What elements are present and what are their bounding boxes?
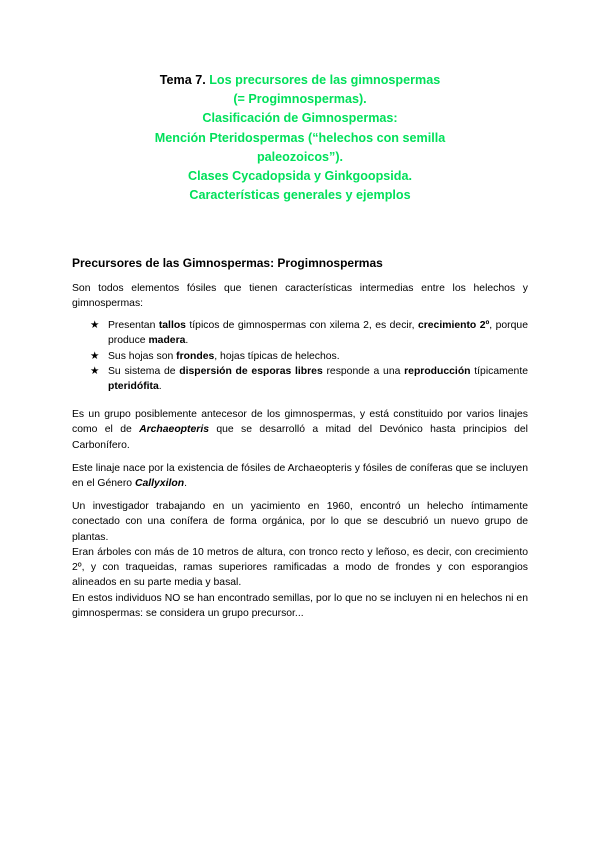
research-text-2: Eran árboles con más de 10 metros de altura, con tronco recto y leñoso, es decir, con crecimiento 2º, y con traqueidas, ramas superiores ramificadas a modo de frondes y con esporangios alineados en su parte media y basal. — [72, 546, 528, 589]
characteristics-list — [90, 318, 528, 394]
bullet-text: responde a una — [322, 365, 405, 377]
keyword: crecimiento 2º — [417, 320, 490, 331]
genus-name: Callyxilon — [134, 478, 185, 490]
paragraph-text: Este linaje nace por la existencia de fósiles de Archaeopteris y fósiles de coníferas que se incluyen en el Género — [72, 463, 528, 490]
list-item — [90, 349, 528, 364]
star-bullet-icon: ★ — [90, 320, 100, 331]
paragraph-text: . — [184, 478, 187, 490]
bullet-text: típicamente — [470, 365, 528, 377]
title-line-1 — [100, 71, 500, 90]
list-item — [90, 318, 528, 349]
title-line-5: paleozoicos”). — [256, 149, 344, 164]
group-paragraph — [72, 407, 528, 453]
title-text-1: Los precursores de las gimnospermas — [209, 73, 441, 87]
keyword: pteridófita — [108, 381, 159, 393]
genus-name: Archaeopteris — [139, 424, 209, 436]
section-heading: Precursores de las Gimnospermas: Progimnospermas — [72, 256, 383, 270]
title-line-4: Mención Pteridospermas (“helechos con semilla — [154, 130, 446, 145]
bullet-text: Presentan — [108, 320, 159, 331]
keyword: dispersión de esporas libres — [179, 365, 323, 377]
keyword: reproducción — [404, 365, 471, 377]
star-bullet-icon: ★ — [90, 350, 100, 362]
paragraph-text: que se desarrolló a mitad del Devónico hasta principios del Carbonífero. — [72, 424, 528, 451]
star-bullet-icon: ★ — [90, 365, 100, 377]
title-line-2: (= Progimnospermas). — [233, 92, 367, 107]
keyword: tallos — [158, 320, 186, 331]
research-text-1: Un investigador trabajando en un yacimiento en 1960, encontró un helecho íntimamente conectado con una conífera de forma orgánica, por lo que se descubrió un nuevo grupo de plantas. — [72, 501, 528, 543]
bullet-text: . — [158, 381, 162, 393]
intro-paragraph: Son todos elementos fósiles que tienen características intermedias entre los helechos y gimnospermas: — [72, 283, 528, 310]
lineage-paragraph — [72, 461, 528, 492]
paragraph-text: Es un grupo posiblemente antecesor de los gimnospermas, y está constituido por varios linajes como el de — [72, 409, 528, 436]
title-prefix: Tema 7. — [159, 73, 206, 87]
title-line-7: Características generales y ejemplos — [189, 188, 411, 203]
bullet-text: . — [185, 335, 189, 347]
document-title — [100, 71, 500, 205]
bullet-text: Su sistema de — [108, 365, 180, 377]
list-item — [90, 364, 528, 395]
bullet-text: Sus hojas son — [108, 350, 177, 362]
title-line-6: Clases Cycadopsida y Ginkgoopsida. — [188, 169, 412, 184]
keyword: madera — [148, 335, 186, 347]
keyword: frondes — [176, 350, 215, 362]
title-line-3: Clasificación de Gimnospermas: — [202, 111, 398, 126]
bullet-text: , hojas típicas de helechos. — [214, 350, 340, 362]
bullet-text: , porque produce — [108, 320, 528, 347]
research-paragraph — [72, 499, 528, 621]
bullet-text: típicos de gimnospermas con xilema 2, es decir, — [185, 320, 418, 331]
research-text-3: En estos individuos NO se han encontrado semillas, por lo que no se incluyen ni en helechos ni en gimnospermas: se considera un grupo precursor... — [72, 592, 528, 620]
